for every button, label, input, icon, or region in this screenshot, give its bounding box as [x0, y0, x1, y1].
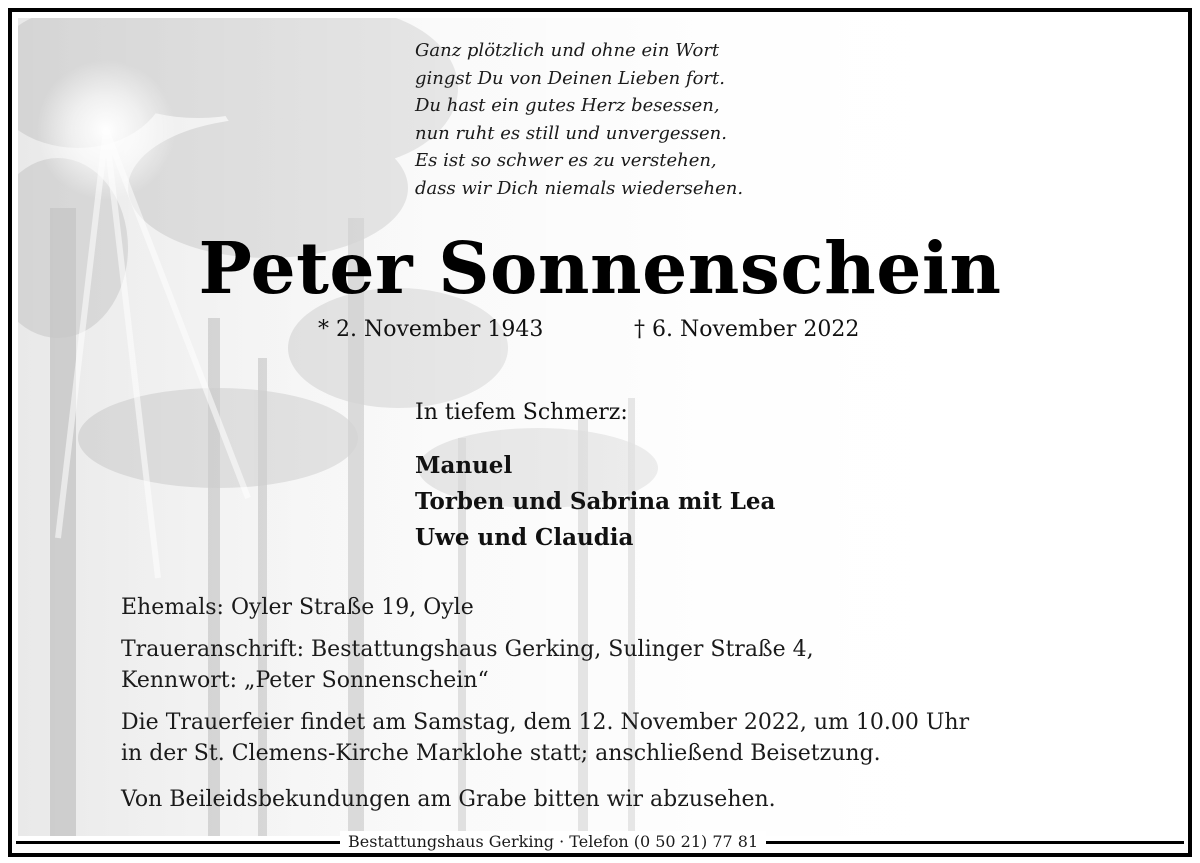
grief-line: In tiefem Schmerz: [415, 400, 628, 425]
mourner-name: Torben und Sabrina mit Lea [415, 488, 776, 515]
mourning-address [121, 634, 814, 696]
poem-line: gingst Du von Deinen Lieben fort. [415, 67, 725, 89]
poem [415, 37, 743, 202]
mourner-name: Uwe und Claudia [415, 524, 634, 551]
mourner-name: Manuel [415, 452, 513, 479]
birth-date: * 2. November 1943 [318, 317, 544, 342]
deceased-name: Peter Sonnenschein [198, 226, 1002, 310]
poem-line: nun ruht es still und unvergessen. [415, 122, 727, 144]
poem-line: Ganz plötzlich und ohne ein Wort [415, 40, 720, 61]
password-line: Kennwort: „Peter Sonnenschein“ [121, 668, 489, 693]
service-line: in der St. Clemens-Kirche Marklohe statt; anschließend Beisetzung. [121, 741, 881, 766]
service-line: Die Trauerfeier findet am Samstag, dem 12. November 2022, um 10.00 Uhr [121, 710, 970, 735]
funeral-service-info [121, 707, 969, 769]
former-address: Ehemals: Oyler Straße 19, Oyle [121, 595, 474, 620]
poem-line: dass wir Dich niemals wiedersehen. [415, 177, 744, 199]
footer-credit: Bestattungshaus Gerking · Telefon (0 50 21) 77 81 [340, 831, 766, 853]
death-date: † 6. November 2022 [634, 317, 860, 342]
mourners-list [415, 448, 775, 556]
poem-line: Es ist so schwer es zu verstehen, [415, 150, 717, 171]
poem-line: Du hast ein gutes Herz besessen, [415, 95, 720, 116]
mourning-address-line: Traueranschrift: Bestattungshaus Gerking, Sulinger Straße 4, [121, 637, 814, 662]
condolences-note: Von Beileidsbekundungen am Grabe bitten wir abzusehen. [121, 787, 776, 812]
